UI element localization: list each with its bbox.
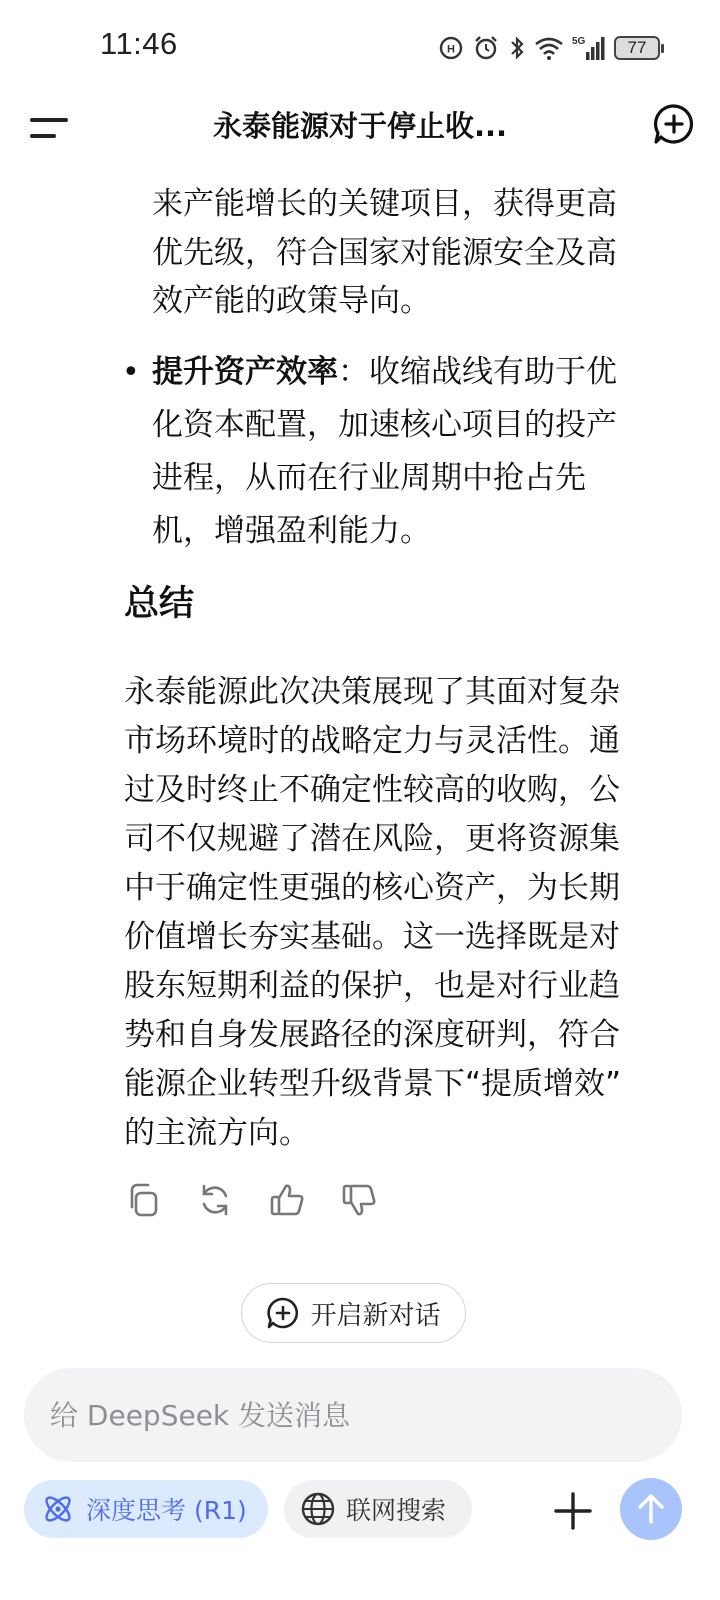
text-line: 优先级，符合国家对能源安全及高: [152, 234, 617, 271]
thumbs-up-icon[interactable]: [268, 1181, 306, 1219]
status-bar: [0, 0, 720, 96]
text-line: 股东短期利益的保护，也是对行业趋: [124, 968, 620, 1004]
svg-text:H: H: [447, 43, 455, 56]
bullet-text: [152, 346, 672, 558]
text-line: 来产能增长的关键项目，获得更高: [152, 186, 617, 222]
bullet-dot: •: [122, 355, 140, 390]
text-line: 的主流方向。: [124, 1115, 310, 1151]
text-line: 中于确定性更强的核心资产，为长期: [124, 870, 620, 906]
wifi-icon: [534, 35, 564, 61]
deep-think-toggle[interactable]: [24, 1480, 268, 1538]
bullet-separator: ：: [338, 354, 369, 390]
text-line: 效产能的政策导向。: [152, 283, 431, 319]
cellular-signal-icon: [572, 34, 606, 62]
text-line: 能源企业转型升级背景下“提质增效”: [124, 1066, 622, 1102]
new-chat-icon: [266, 1296, 300, 1330]
bullet-line: 收缩战线有助于优: [369, 354, 617, 390]
atom-icon: [40, 1491, 76, 1527]
bluetooth-icon: [508, 34, 526, 62]
conversation-title[interactable]: 永泰能源对于停止收...: [212, 109, 508, 143]
menu-button[interactable]: [30, 108, 74, 144]
text-line: 价值增长夯实基础。这一选择既是对: [124, 919, 620, 955]
svg-text:5G: 5G: [572, 36, 586, 47]
text-line: 司不仅规避了潜在风险，更将资源集: [124, 821, 620, 857]
arrow-up-icon: [633, 1491, 669, 1527]
summary-paragraph: [124, 668, 680, 1158]
menu-line: [30, 134, 56, 138]
text-line: 永泰能源此次决策展现了其面对复杂: [124, 674, 620, 710]
thumbs-down-icon[interactable]: [340, 1181, 378, 1219]
regenerate-icon[interactable]: [196, 1181, 234, 1219]
globe-icon: [300, 1491, 336, 1527]
text-line: 机，增强盈利能力。: [152, 513, 431, 549]
copy-icon[interactable]: [124, 1181, 162, 1219]
send-button[interactable]: [620, 1478, 682, 1540]
deep-think-label: 深度思考 (R1): [86, 1496, 247, 1525]
text-line: 进程，从而在行业周期中抢占先: [152, 460, 586, 496]
message-input[interactable]: [48, 1388, 658, 1442]
data-saver-icon: [438, 35, 464, 61]
composer-toolbar: [0, 1478, 720, 1540]
status-time: 11:46: [100, 26, 178, 61]
continued-paragraph: [152, 180, 672, 326]
menu-line: [30, 118, 68, 122]
web-search-label: 联网搜索: [346, 1496, 447, 1525]
text-line: 市场环境时的战略定力与灵活性。通: [124, 723, 620, 759]
bullet-title: 提升资产效率: [152, 354, 338, 390]
text-line: 势和自身发展路径的深度研判，符合: [124, 1017, 620, 1053]
battery-level: 77: [627, 38, 647, 57]
add-attachment-icon[interactable]: [552, 1490, 594, 1532]
alarm-icon: [472, 34, 500, 62]
message-input-container: [24, 1368, 682, 1462]
text-line: 过及时终止不确定性较高的收购，公: [124, 772, 620, 808]
new-conversation-label: 开启新对话: [310, 1300, 441, 1331]
message-content: [0, 176, 720, 1256]
battery-icon: [614, 36, 660, 60]
header: [0, 96, 720, 160]
message-actions: [124, 1180, 378, 1220]
new-conversation-button[interactable]: [241, 1283, 466, 1343]
status-icons: [438, 30, 660, 66]
text-line: 化资本配置，加速核心项目的投产: [152, 407, 617, 443]
web-search-toggle[interactable]: [284, 1480, 472, 1538]
summary-heading: 总结: [124, 584, 195, 624]
text-line: [152, 346, 672, 399]
new-chat-icon[interactable]: [652, 102, 696, 146]
